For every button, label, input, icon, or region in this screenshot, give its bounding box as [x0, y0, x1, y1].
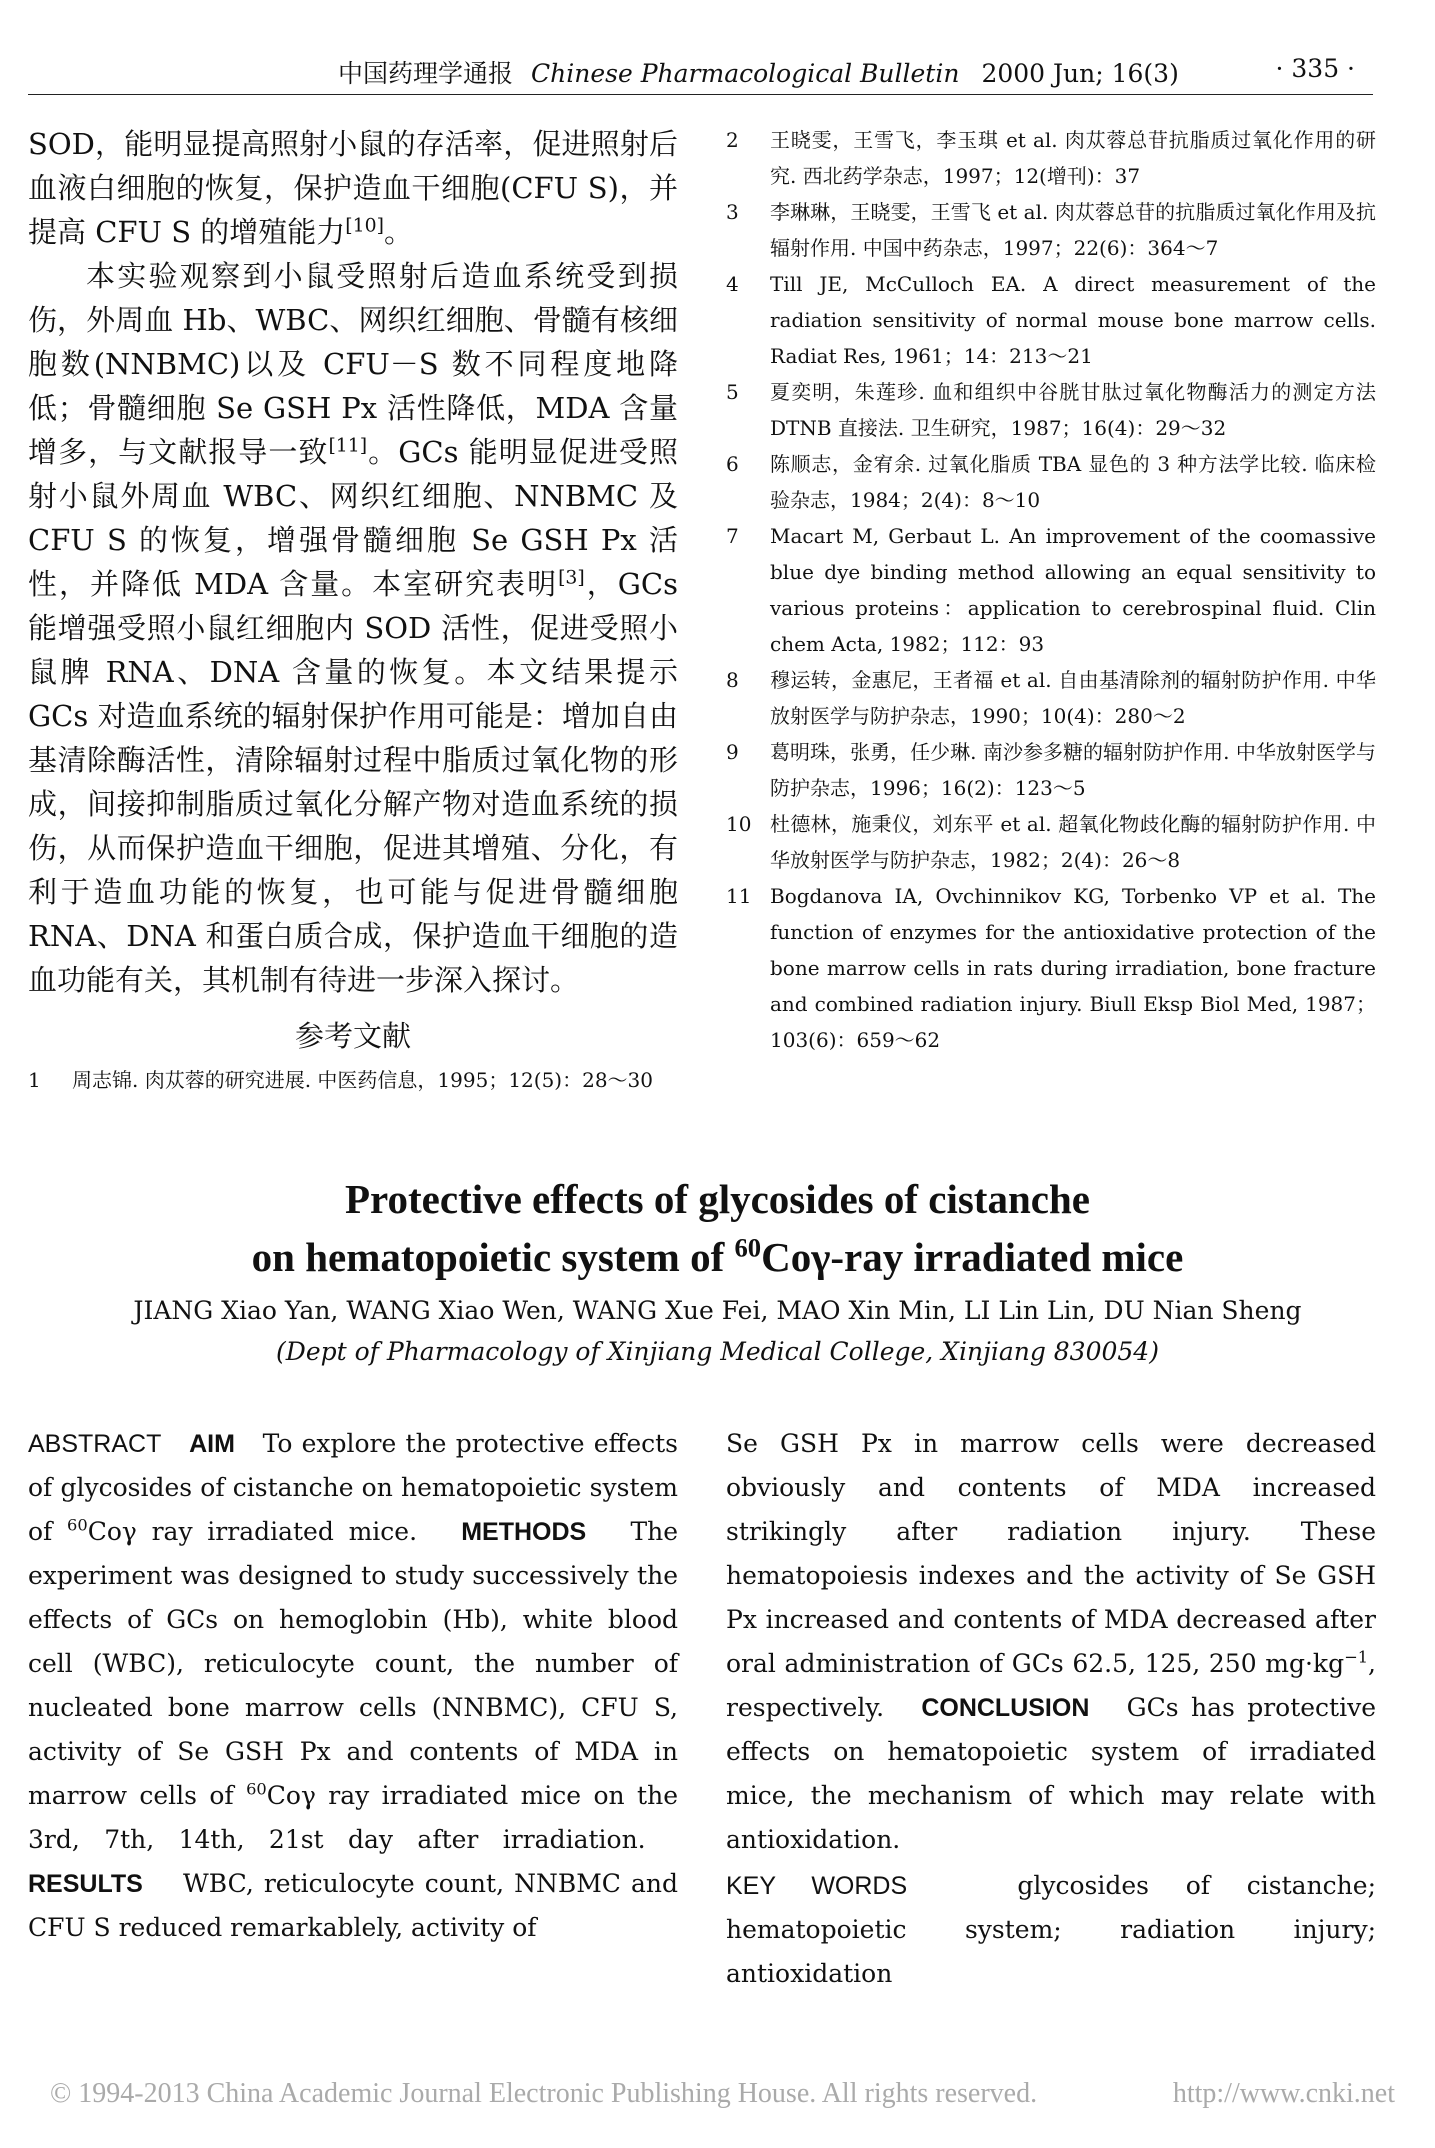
running-title [338, 54, 1179, 90]
english-title-line-1: Protective effects of glycosides of cistanche [345, 1176, 1090, 1222]
results-label: RESULTS [28, 1870, 143, 1898]
reference-item: 6 陈顺志，金宥余. 过氧化脂质 TBA 显色的 3 种方法学比较. 临床检验杂志，1984；2(4)：8～10 [726, 452, 1376, 512]
reference-item: 8 穆运转，金惠尼，王者福 et al. 自由基清除剂的辐射防护作用. 中华放射医学与防护杂志，1990；10(4)：280～2 [726, 668, 1376, 728]
citation: [3] [558, 567, 585, 589]
body-paragraph-2: 本实验观察到小鼠受照射后造血系统受到损伤，外周血 Hb、WBC、网织红细胞、骨髓有核细胞数(NNBMC)以及 CFU－S 数不同程度地降低；骨髓细胞 Se GSH Px 活性降低，MDA 含量增多，与文献报导一致[11]。GCs 能明显促进受照射小鼠外周血 WBC、网织红细胞、NNBMC 及 CFU S 的恢复，增强骨髓细胞 Se GSH Px 活性，并降低 MDA 含量。本室研究表明[3]，GCs 能增强受照小鼠红细胞内 SOD 活性，促进受照小鼠脾 RNA、DNA 含量的恢复。本文结果提示 GCs 对造血系统的辐射保护作用可能是：增加自由基清除酶活性，清除辐射过程中脂质过氧化物的形成，间接抑制脂质过氧化分解产物对造血系统的损伤，从而保护造血干细胞，促进其增殖、分化，有利于造血功能的恢复，也可能与促进骨髓细胞 RNA、DNA 和蛋白质合成，保护造血干细胞的造血功能有关，其机制有待进一步深入探讨。 [28, 259, 678, 997]
reference-item: 7 Macart M, Gerbaut L. An improvement of the coomassive blue dye binding method allowing an equal sensitivity to various proteins：application to cerebrospinal fluid. Clin chem Acta, 1982；112：93 [726, 524, 1376, 656]
reference-item: 4 Till JE, McCulloch EA. A direct measurement of the radiation sensitivity of normal mouse bone marrow cells. Radiat Res, 1961；14：213～21 [726, 272, 1376, 368]
english-title-block [0, 1170, 1435, 1372]
keywords-label: KEY WORDS [726, 1872, 908, 1900]
references-heading: 参考文献 [294, 1019, 411, 1053]
body-paragraph-1: SOD，能明显提高照射小鼠的存活率，促进照射后血液白细胞的恢复，保护造血干细胞(CFU S)，并提高 CFU S 的增殖能力[10]。 [28, 127, 678, 249]
page-number: · 335 · [1275, 54, 1355, 83]
footer-url: http://www.cnki.net [1172, 2078, 1395, 2109]
journal-name-cn: 中国药理学通报 [338, 59, 514, 88]
reference-item: 11 Bogdanova IA, Ovchinnikov KG, Torbenko VP et al. The function of enzymes for the antioxidative protection of the bone marrow cells in rats during irradiation, bone fracture and combined radiation injury. Biull Eksp Biol Med, 1987；103(6)：659～62 [726, 884, 1376, 1052]
reference-item: 3 李琳琳，王晓雯，王雪飞 et al. 肉苁蓉总苷的抗脂质过氧化作用及抗辐射作用. 中国中药杂志，1997；22(6)：364～7 [726, 200, 1376, 260]
reference-item: 10 杜德林，施秉仪，刘东平 et al. 超氧化物歧化酶的辐射防护作用. 中华放射医学与防护杂志，1982；2(4)：26～8 [726, 812, 1376, 872]
methods-label: METHODS [461, 1518, 587, 1546]
copyright-footer [50, 2078, 1395, 2110]
abstract-label: ABSTRACT [28, 1430, 162, 1458]
keywords: KEY WORDS glycosides of cistanche; hematopoietic system; radiation injury; antioxidation [726, 1871, 1376, 1988]
aim-label: AIM [189, 1430, 235, 1458]
author-list: JIANG Xiao Yan, WANG Xiao Wen, WANG Xue Fei, MAO Xin Min, LI Lin Lin, DU Nian Sheng [133, 1296, 1302, 1325]
abstract-left-column: ABSTRACT AIM To explore the protective effects of glycosides of cistanche on hematopoietic system of $^{60}$Coγ ray irradiated mice. METHODS The experiment was designed to study successively the effects of GCs on hemoglobin (Hb), white blood cell (WBC), reticulocyte count, the number of nucleated bone marrow cells (NNBMC), CFU S, activity of Se GSH Px and contents of MDA in marrow cells of $^{60}$Coγ ray irradiated mice on the 3rd, 7th, 14th, 21st day after irradiation. RESULTS WBC, reticulocyte count, NNBMC and CFU S reduced remarkablely, activity of [28, 1429, 679, 1942]
references-right-column [726, 122, 1376, 1058]
affiliation: (Dept of Pharmacology of Xinjiang Medical College, Xinjiang 830054) [276, 1337, 1159, 1366]
journal-name-en: Chinese Pharmacological Bulletin [531, 59, 960, 88]
reference-item: 9 葛明珠，张勇，任少琳. 南沙参多糖的辐射防护作用. 中华放射医学与防护杂志，1996；16(2)：123～5 [726, 740, 1376, 800]
copyright-text: © 1994-2013 China Academic Journal Electronic Publishing House. All rights reserved. [50, 2078, 1038, 2109]
body-left-column [28, 122, 678, 1098]
citation: [10] [345, 215, 384, 237]
abstract-right-column: Se GSH Px in marrow cells were decreased obviously and contents of MDA increased strikingly after radiation injury. These hematopoiesis indexes and the activity of Se GSH Px increased and contents of MDA decreased after oral administration of GCs 62.5, 125, 250 $mg\cdot kg^{-1}$, respectively. CONCLUSION GCs has protective effects on hematopoietic system of irradiated mice, the mechanism of which may relate with antioxidation. KEY WORDS glycosides of cistanche; hematopoietic system; radiation injury; antioxidation [726, 1422, 1376, 1996]
reference-item: 1 周志锦. 肉苁蓉的研究进展. 中医药信息，1995；12(5)：28～30 [28, 1068, 654, 1092]
citation: [11] [328, 435, 368, 457]
english-title-line-2: on hematopoietic system of $^{60}$Coγ-ray irradiated mice [251, 1232, 1184, 1280]
issue-date: 2000 Jun; 16(3) [981, 59, 1179, 88]
conclusion-label: CONCLUSION [921, 1694, 1090, 1722]
reference-item: 5 夏奕明，朱莲珍. 血和组织中谷胱甘肽过氧化物酶活力的测定方法 DTNB 直接法. 卫生研究，1987；16(4)：29～32 [726, 380, 1376, 440]
running-header [28, 50, 1373, 95]
reference-item: 2 王晓雯，王雪飞，李玉琪 et al. 肉苁蓉总苷抗脂质过氧化作用的研究. 西北药学杂志，1997；12(增刊)：37 [726, 128, 1376, 188]
